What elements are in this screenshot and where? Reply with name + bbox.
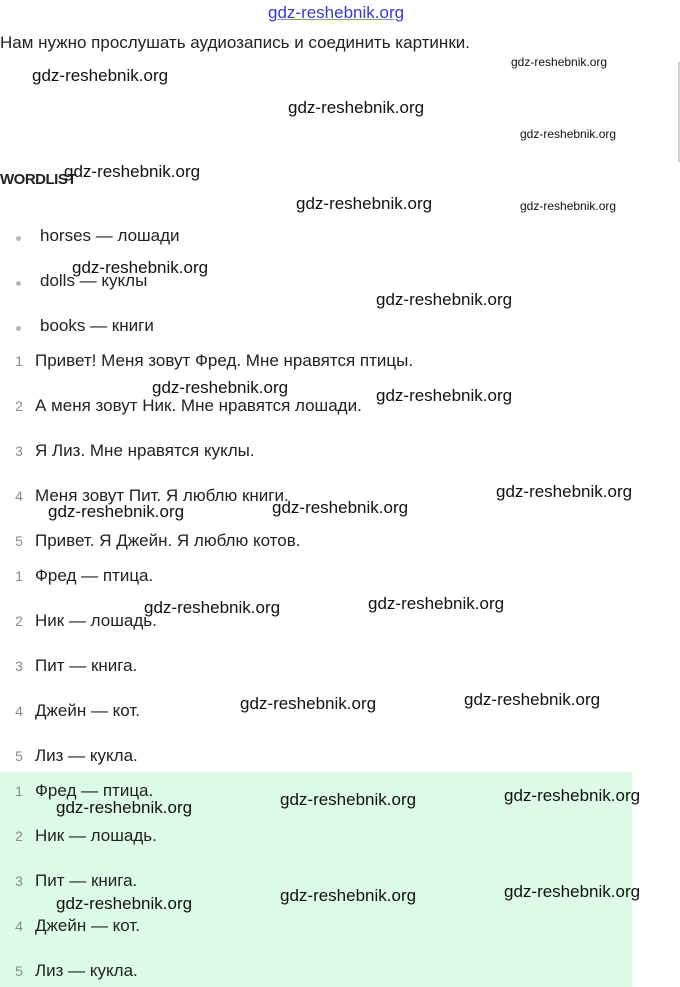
match-number: 4 <box>15 703 23 719</box>
watermark: gdz-reshebnik.org <box>288 98 425 117</box>
bullet-icon <box>16 326 21 331</box>
watermark: gdz-reshebnik.org <box>272 498 409 517</box>
watermark: gdz-reshebnik.org <box>520 199 617 213</box>
sentence-text: Меня зовут Пит. Я люблю книги. <box>35 486 289 505</box>
header-watermark[interactable]: gdz-reshebnik.org <box>268 3 405 22</box>
watermark: gdz-reshebnik.org <box>504 882 641 901</box>
watermark: gdz-reshebnik.org <box>504 786 641 805</box>
answer-text: Лиз — кукла. <box>35 961 138 980</box>
watermark: gdz-reshebnik.org <box>368 594 505 613</box>
sentence-text: Я Лиз. Мне нравятся куклы. <box>35 441 255 460</box>
watermark: gdz-reshebnik.org <box>376 290 513 309</box>
answer-number: 1 <box>15 783 23 799</box>
wordlist-heading: WORDLIST <box>0 171 76 188</box>
sentence-number: 2 <box>15 398 23 414</box>
answer-text: Пит — книга. <box>35 871 138 890</box>
watermark: gdz-reshebnik.org <box>152 378 289 397</box>
watermark: gdz-reshebnik.org <box>280 886 417 905</box>
wordlist-item-text: dolls — куклы <box>40 271 148 290</box>
bullet-icon <box>16 236 21 241</box>
sentence-text: А меня зовут Ник. Мне нравятся лошади. <box>35 396 362 415</box>
match-text: Лиз — кукла. <box>35 746 138 765</box>
watermark: gdz-reshebnik.org <box>280 790 417 809</box>
sentence-number: 5 <box>15 533 23 549</box>
watermark: gdz-reshebnik.org <box>520 127 617 141</box>
match-number: 3 <box>15 658 23 674</box>
match-text: Пит — книга. <box>35 656 138 675</box>
watermark: gdz-reshebnik.org <box>48 502 185 521</box>
match-text: Фред — птица. <box>35 566 154 585</box>
bullet-icon <box>16 281 21 286</box>
watermark: gdz-reshebnik.org <box>240 694 377 713</box>
answer-text: Джейн — кот. <box>35 916 141 935</box>
watermark: gdz-reshebnik.org <box>496 482 633 501</box>
watermark: gdz-reshebnik.org <box>296 194 433 213</box>
match-text: Джейн — кот. <box>35 701 141 720</box>
answer-number: 3 <box>15 873 23 889</box>
sentence-text: Привет. Я Джейн. Я люблю котов. <box>35 531 301 550</box>
watermark: gdz-reshebnik.org <box>64 162 201 181</box>
sentence-number: 1 <box>15 353 23 369</box>
match-number: 2 <box>15 613 23 629</box>
watermark: gdz-reshebnik.org <box>56 798 193 817</box>
watermark: gdz-reshebnik.org <box>464 690 601 709</box>
watermark: gdz-reshebnik.org <box>32 66 169 85</box>
answer-text: Ник — лошадь. <box>35 826 157 845</box>
intro-text: Нам нужно прослушать аудиозапись и соединить картинки. <box>0 33 470 52</box>
answer-number: 4 <box>15 918 23 934</box>
answer-number: 2 <box>15 828 23 844</box>
watermark: gdz-reshebnik.org <box>144 598 281 617</box>
match-text: Ник — лошадь. <box>35 611 157 630</box>
answer-number: 5 <box>15 963 23 979</box>
watermark: gdz-reshebnik.org <box>511 55 608 69</box>
answer-text: Фред — птица. <box>35 781 154 800</box>
match-number: 1 <box>15 568 23 584</box>
watermark: gdz-reshebnik.org <box>72 258 209 277</box>
wordlist-item-text: horses — лошади <box>40 226 180 245</box>
match-number: 5 <box>15 748 23 764</box>
sentence-number: 4 <box>15 488 23 504</box>
watermark: gdz-reshebnik.org <box>376 386 513 405</box>
sentence-number: 3 <box>15 443 23 459</box>
wordlist-item-text: books — книги <box>40 316 154 335</box>
sentence-text: Привет! Меня зовут Фред. Мне нравятся птицы. <box>35 351 414 370</box>
watermark: gdz-reshebnik.org <box>56 894 193 913</box>
